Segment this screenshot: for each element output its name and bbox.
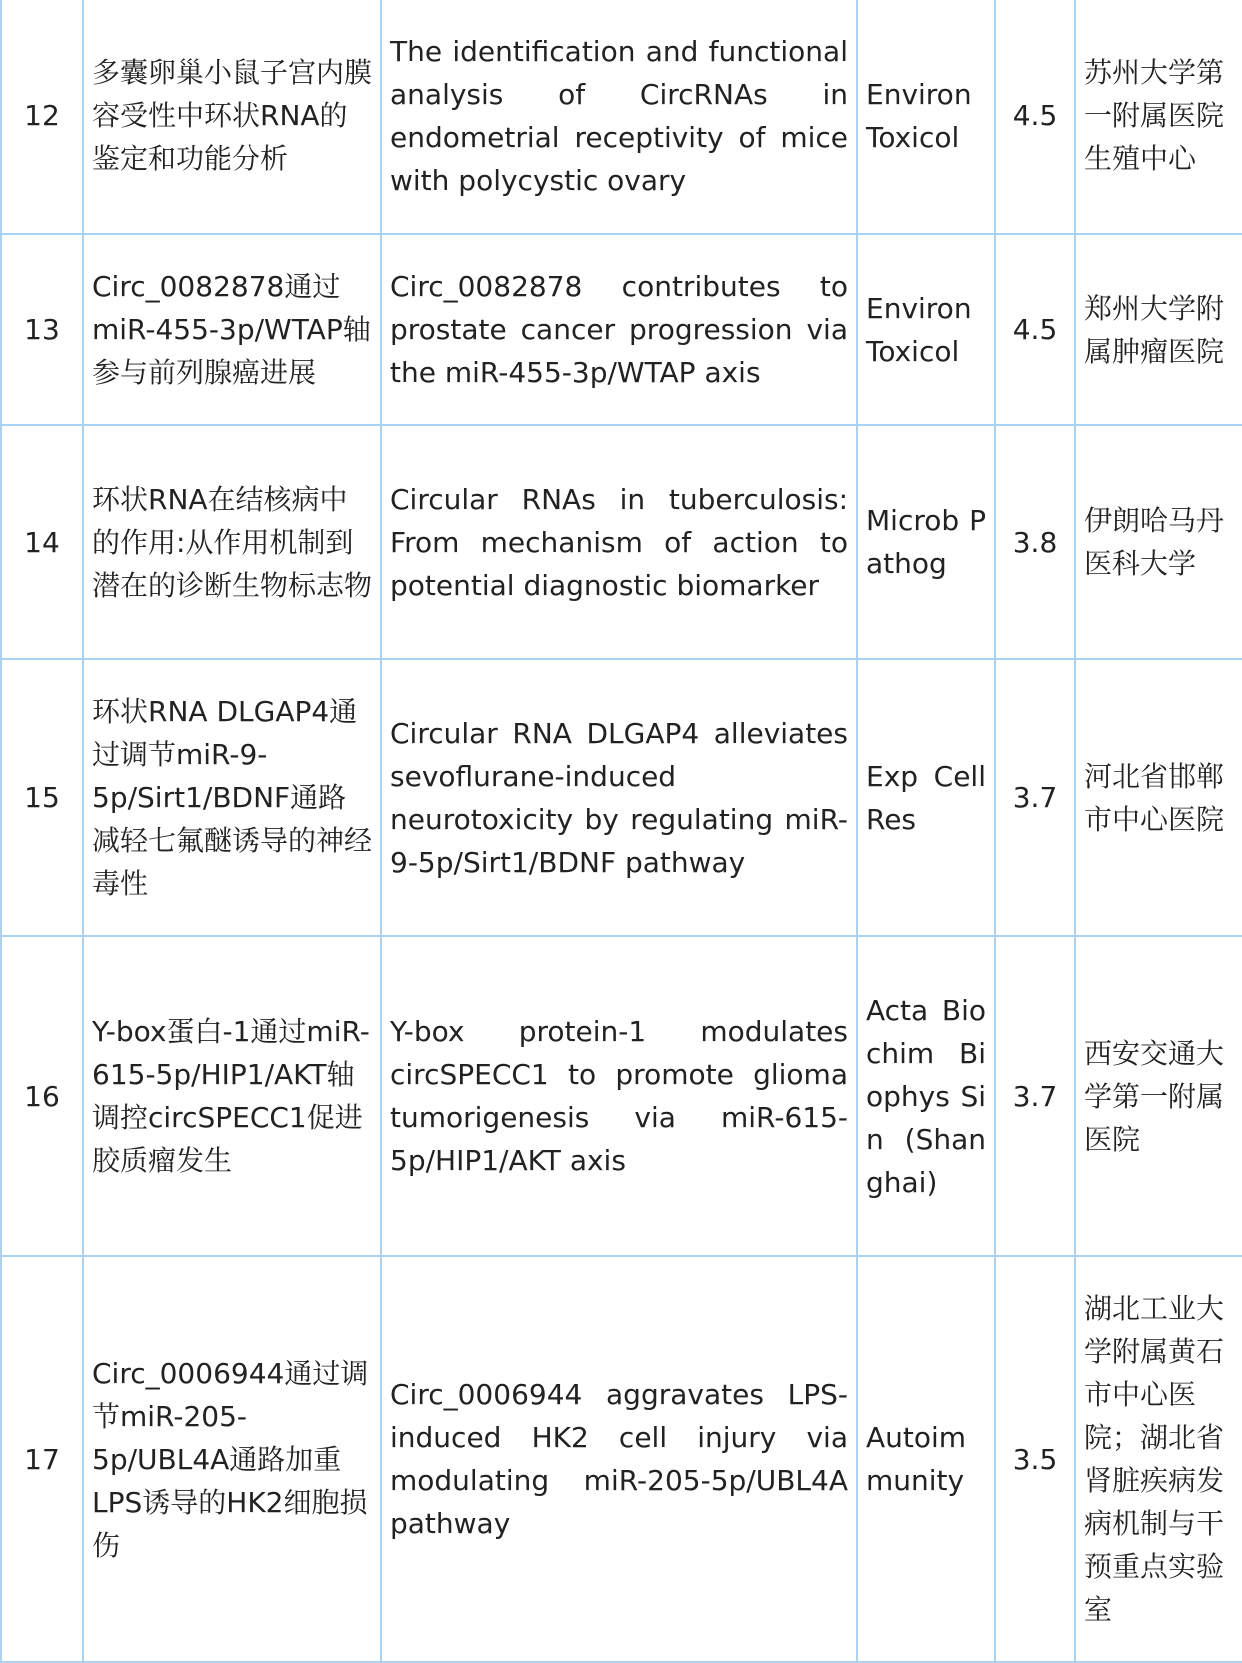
chinese-title: Y-box蛋白-1通过miR-615-5p/HIP1/AKT轴调控circSPECC1促进胶质瘤发生 (83, 936, 381, 1256)
impact-factor: 3.5 (995, 1256, 1075, 1662)
table-row (1, 659, 1242, 936)
row-index: 17 (1, 1256, 83, 1662)
institution: 伊朗哈马丹医科大学 (1075, 425, 1242, 659)
english-title: Circular RNA DLGAP4 alleviates sevoflurane-induced neurotoxicity by regulating miR-9-5p/Sirt1/BDNF pathway (381, 659, 857, 936)
chinese-title: 环状RNA DLGAP4通过调节miR-9-5p/Sirt1/BDNF通路减轻七氟醚诱导的神经毒性 (83, 659, 381, 936)
institution: 苏州大学第一附属医院生殖中心 (1075, 0, 1242, 234)
row-index: 14 (1, 425, 83, 659)
journal-name: Exp Cell Res (857, 659, 995, 936)
journal-name: Acta Biochim Biophys Sin (Shanghai) (857, 936, 995, 1256)
impact-factor: 3.7 (995, 659, 1075, 936)
row-index: 13 (1, 234, 83, 425)
impact-factor: 4.5 (995, 234, 1075, 425)
impact-factor: 4.5 (995, 0, 1075, 234)
english-title: The identification and functional analysis of CircRNAs in endometrial receptivity of mice with polycystic ovary (381, 0, 857, 234)
english-title: Circ_0082878 contributes to prostate cancer progression via the miR-455-3p/WTAP axis (381, 234, 857, 425)
table-row (1, 0, 1242, 234)
english-title: Circ_0006944 aggravates LPS-induced HK2 cell injury via modulating miR-205-5p/UBL4A pathway (381, 1256, 857, 1662)
chinese-title: 多囊卵巢小鼠子宫内膜容受性中环状RNA的鉴定和功能分析 (83, 0, 381, 234)
impact-factor: 3.7 (995, 936, 1075, 1256)
institution: 西安交通大学第一附属医院 (1075, 936, 1242, 1256)
table-row (1, 1256, 1242, 1662)
table-row (1, 936, 1242, 1256)
english-title: Circular RNAs in tuberculosis: From mechanism of action to potential diagnostic biomarker (381, 425, 857, 659)
table-row (1, 425, 1242, 659)
institution: 郑州大学附属肿瘤医院 (1075, 234, 1242, 425)
chinese-title: Circ_0006944通过调节miR-205-5p/UBL4A通路加重LPS诱导的HK2细胞损伤 (83, 1256, 381, 1662)
row-index: 12 (1, 0, 83, 234)
chinese-title: Circ_0082878通过miR-455-3p/WTAP轴参与前列腺癌进展 (83, 234, 381, 425)
english-title: Y-box protein-1 modulates circSPECC1 to promote glioma tumorigenesis via miR-615-5p/HIP1/AKT axis (381, 936, 857, 1256)
row-index: 16 (1, 936, 83, 1256)
institution: 河北省邯郸市中心医院 (1075, 659, 1242, 936)
journal-name: Autoimmunity (857, 1256, 995, 1662)
journal-name: Microb Pathog (857, 425, 995, 659)
chinese-title: 环状RNA在结核病中的作用:从作用机制到潜在的诊断生物标志物 (83, 425, 381, 659)
institution: 湖北工业大学附属黄石市中心医院；湖北省肾脏疾病发病机制与干预重点实验室 (1075, 1256, 1242, 1662)
row-index: 15 (1, 659, 83, 936)
impact-factor: 3.8 (995, 425, 1075, 659)
journal-name: Environ Toxicol (857, 234, 995, 425)
journal-name: Environ Toxicol (857, 0, 995, 234)
table-row (1, 234, 1242, 425)
